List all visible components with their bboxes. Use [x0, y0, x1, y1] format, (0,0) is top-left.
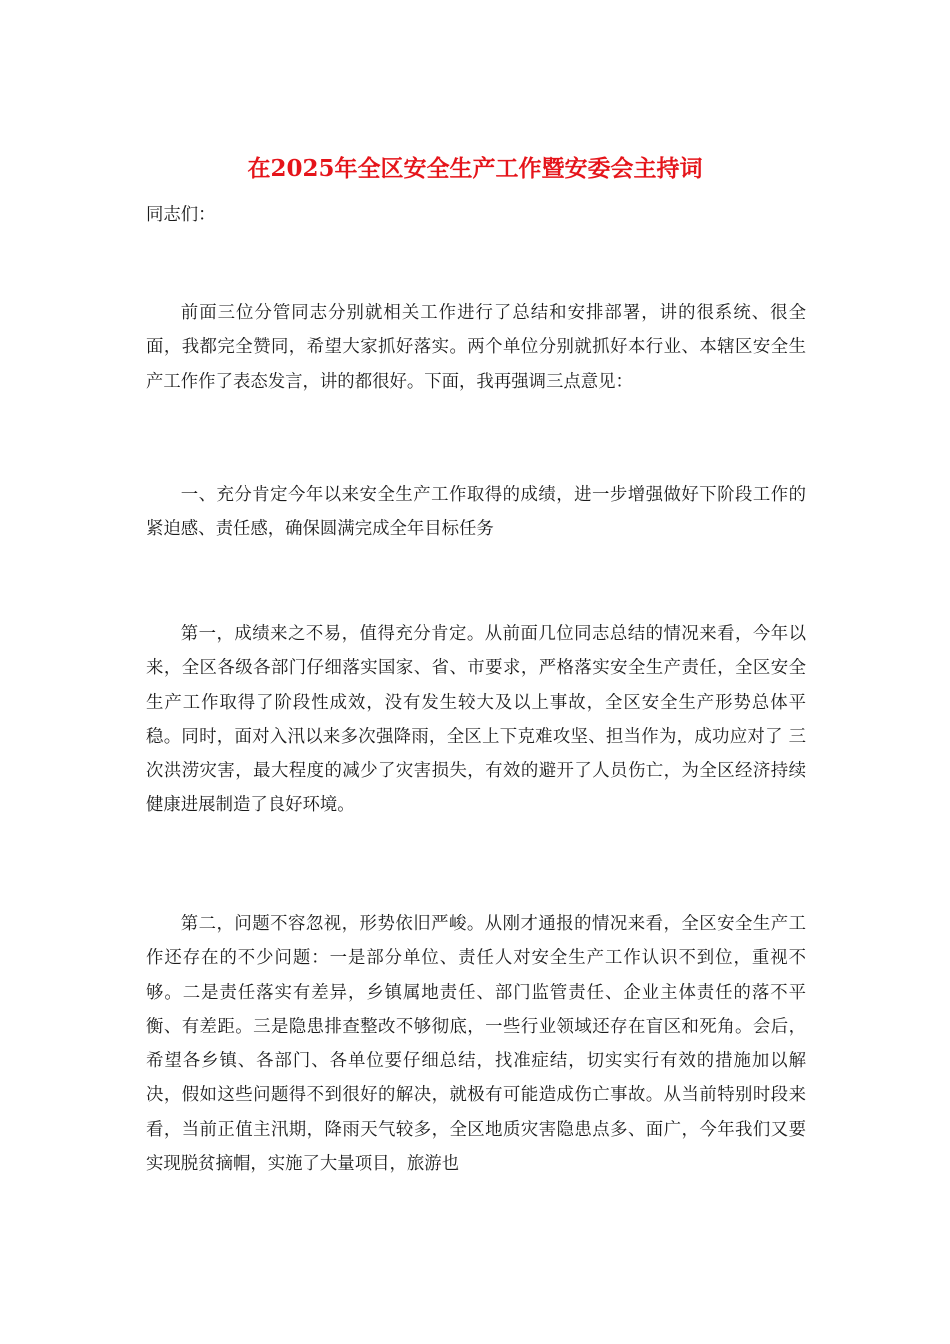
paragraph-second-point: 第二，问题不容忽视，形势依旧严峻。从刚才通报的情况来看，全区安全生产工作还存在的不少问题：一是部分单位、责任人对安全生产工作认识不到位，重视不够。二是责任落实有差异，乡镇属地责任、部门监管责任、企业主体责任的落不平衡、有差距。三是隐患排查整改不够彻底，一些行业领域还存在盲区和死角。会后，希望各乡镇、各部门、各单位要仔细总结，找准症结，切实实行有效的措施加以解决，假如这些问题得不到很好的解决，就极有可能造成伤亡事故。从当前特别时段来看，当前正值主汛期，降雨天气较多，全区地质灾害隐患点多、面广，今年我们又要实现脱贫摘帽，实施了大量项目，旅游也 [146, 914, 806, 1175]
paragraph-first-point: 第一，成绩来之不易，值得充分肯定。从前面几位同志总结的情况来看，今年以来，全区各级各部门仔细落实国家、省、市要求，严格落实安全生产责任，全区安全生产工作取得了阶段性成效，没有发生较大及以上事故，全区安全生产形势总体平稳。同时，面对入汛以来多次强降雨，全区上下克难攻坚、担当作为，成功应对了 三次洪涝灾害，最大程度的减少了灾害损失，有效的避开了人员伤亡，为全区经济持续健康进展制造了良好环境。 [146, 624, 806, 816]
salutation: 同志们： [146, 205, 216, 225]
document-title: 在2025年全区安全生产工作暨安委会主持词 [247, 155, 703, 182]
section-heading-one: 一、充分肯定今年以来安全生产工作取得的成绩，进一步增强做好下阶段工作的紧迫感、责任感，确保圆满完成全年目标任务 [146, 485, 806, 540]
paragraph-intro: 前面三位分管同志分别就相关工作进行了总结和安排部署，讲的很系统、很全面，我都完全赞同，希望大家抓好落实。两个单位分别就抓好本行业、本辖区安全生产工作作了表态发言，讲的都很好。下面，我再强调三点意见： [146, 303, 806, 392]
